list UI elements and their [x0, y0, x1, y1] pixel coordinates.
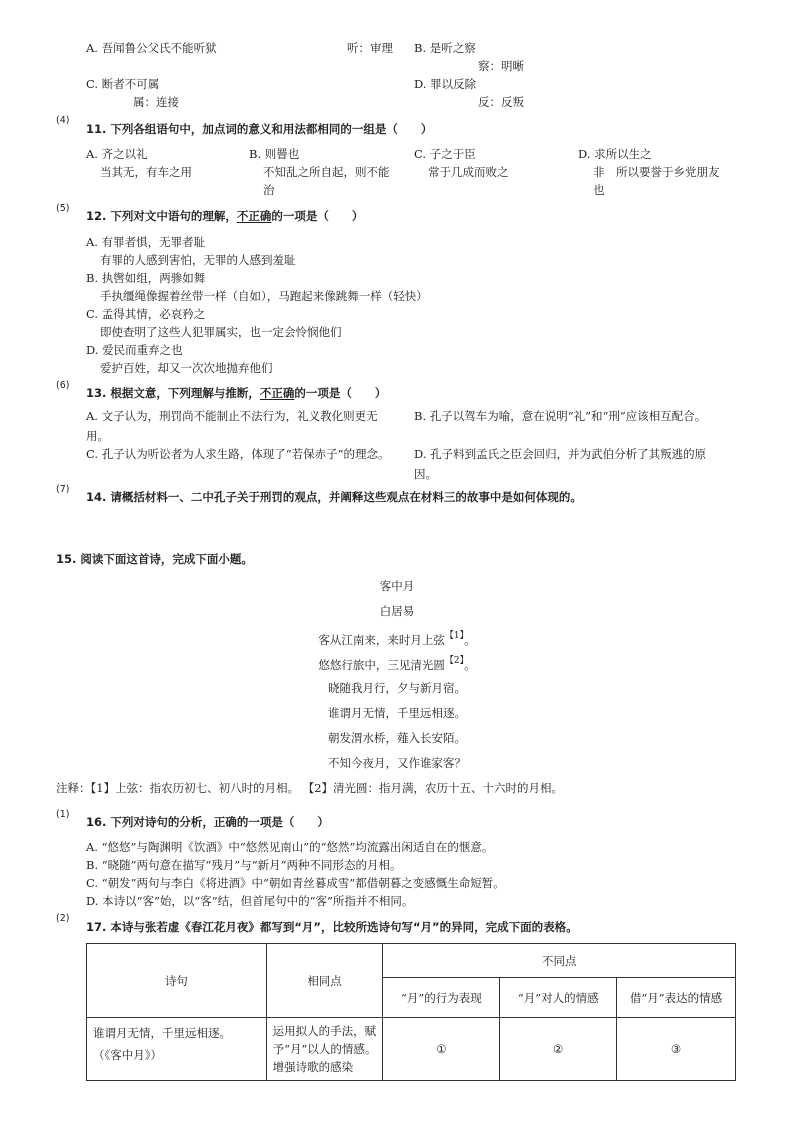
poem-title: 客中月 [379, 579, 415, 593]
poem-line-5: 朝发渭水桥，薤入长安陌。 [328, 731, 466, 745]
q17-tag: (2) [56, 913, 70, 924]
poem-line-4: 谁谓月无情，千里远相逐。 [328, 706, 466, 720]
q13-stem: 13. 根据文意，下列理解与推断，不正确的一项是（ ） [86, 386, 387, 400]
q10-option-c: C. 断者不可属 [86, 77, 160, 91]
q16-tag: (1) [56, 809, 70, 820]
q10-option-a: A. 吾闻鲁公父氏不能听狱 [86, 41, 217, 55]
q10-option-d-note: 反：反叛 [478, 95, 524, 109]
q11-option-b: B. 则罾也 [249, 147, 300, 161]
poem-author: 白居易 [379, 604, 415, 618]
q12-option-c: C. 孟得其情，必哀矜之 [86, 307, 206, 321]
q13-option-a: A. 文子认为，刑罚尚不能制止不法行为，礼义教化则更无用。 [86, 409, 378, 443]
q17-stem: 17. 本诗与张若虚《春江花月夜》都写到“月”，比较所选诗句写“月”的异同，完成下面的表格。 [86, 920, 578, 934]
q16-option-a: A. “悠悠”与陶渊明《饮酒》中“悠然见南山”的“悠然”均流露出闲适自在的惬意。 [86, 840, 494, 854]
q16-option-d: D. 本诗以“客”始，以“客”结，但首尾句中的“客”所指并不相同。 [86, 894, 414, 908]
q11-option-b-line3: 治 [263, 183, 275, 197]
q13-option-d: D. 孔子料到孟氏之臣会回归，并为武伯分析了其叛逃的原因。 [414, 447, 707, 481]
q13-tag: (6) [56, 380, 70, 391]
q16-stem: 16. 下列对诗句的分析，正确的一项是（ ） [86, 815, 329, 829]
row-poem-source: （《客中月》） [93, 1048, 162, 1062]
poem-line-6: 不知今夜月，又作谁家客？ [328, 756, 466, 770]
q16-option-c: C. “朝发”两句与李白《将进酒》中“朝如青丝暮成雪”都借朝暮之变感慨生命短暂。 [86, 876, 505, 890]
q12-stem: 12. 下列对文中语句的理解，不正确的一项是（ ） [86, 209, 364, 223]
q12-option-d-line2: 爱护百姓，却又一次次地抛弃他们 [100, 361, 273, 375]
poem-notes: 注释：【1】上弦：指农历初七、初八时的月相。 【2】清光圆：指月满，农历十五、十六时的月相。 [56, 781, 564, 795]
q11-option-c-line2: 常于几成而败之 [428, 165, 509, 179]
header-poem: 诗句 [87, 944, 267, 1018]
answer-blank-2[interactable]: ② [500, 1018, 617, 1081]
q11-option-c: C. 子之于臣 [414, 147, 476, 161]
q13-option-b: B. 孔子以驾车为喻，意在说明“礼”和“刑”应该相互配合。 [414, 409, 707, 423]
q10-option-b: B. 是听之察 [414, 41, 476, 55]
q11-option-b-line2: 不知乱之所自起，则不能 [263, 165, 390, 179]
q10-option-b-note: 察：明晰 [478, 59, 524, 73]
q15-stem: 15. 阅读下面这首诗，完成下面小题。 [56, 552, 253, 566]
answer-blank-1[interactable]: ① [383, 1018, 500, 1081]
q10-option-a-note: 听：审理 [347, 41, 393, 55]
comparison-table [86, 943, 736, 1081]
q11-tag: (4) [56, 115, 70, 126]
q12-option-c-line2: 即使查明了这些人犯罪属实，也一定会怜悯他们 [100, 325, 342, 339]
poem-line-2: 悠悠行旅中，三见清光圆$^{【2】}$。 [318, 656, 476, 672]
q11-option-a-line2: 当其无，有车之用 [100, 165, 192, 179]
row-poem-text: 谁谓月无情，千里远相逐。 [93, 1026, 231, 1040]
q11-option-d: D. 求所以生之 [578, 147, 652, 161]
header-diff-emotion: 借“月”表达的情感 [617, 978, 736, 1018]
q14-stem: 14. 请概括材料一、二中孔子关于刑罚的观点，并阐释这些观点在材料三的故事中是如何体现的。 [86, 490, 582, 504]
header-same: 相同点 [266, 944, 383, 1018]
q16-option-b: B. “晓随”两句意在描写“残月”与“新月”两种不同形态的月相。 [86, 858, 402, 872]
row-same: 运用拟人的手法，赋予“月”以人的情感。增强诗歌的感染 [266, 1018, 383, 1081]
answer-blank-3[interactable]: ③ [617, 1018, 736, 1081]
q10-option-d: D. 罪以反除 [414, 77, 477, 91]
header-diff-behavior: “月”的行为表现 [383, 978, 500, 1018]
q10-option-c-note: 属：连接 [133, 95, 179, 109]
q12-option-b-line2: 手执缰绳像握着丝带一样（自如），马跑起来像跳舞一样（轻快） [100, 289, 428, 303]
q12-tag: (5) [56, 203, 70, 214]
footnote-ref-1: 【1】 [444, 631, 465, 641]
footnote-ref-2: 【2】 [444, 656, 465, 666]
q12-option-a: A. 有罪者惧，无罪者耻 [86, 235, 206, 249]
header-diff-feeling: “月”对人的情感 [500, 978, 617, 1018]
q13-option-c: C. 孔子认为听讼者为人求生路，体现了“若保赤子”的理念。 [86, 447, 390, 461]
q12-option-d: D. 爱民而重弃之也 [86, 343, 183, 357]
row-poem-cell [87, 1018, 267, 1081]
header-diff: 不同点 [383, 944, 736, 978]
q11-option-d-line2: 非 所以要誉于乡党朋友 [593, 165, 720, 179]
q12-option-b: B. 执辔如组，两骖如舞 [86, 271, 206, 285]
q12-option-a-line2: 有罪的人感到害怕，无罪的人感到羞耻 [100, 253, 296, 267]
poem-line-3: 晓随我月行，夕与新月宿。 [328, 681, 466, 695]
q11-option-a: A. 齐之以礼 [86, 147, 148, 161]
q11-stem: 11. 下列各组语句中，加点词的意义和用法都相同的一组是（ ） [86, 122, 433, 136]
q14-tag: (7) [56, 484, 70, 495]
q11-option-d-line3: 也 [593, 183, 605, 197]
poem-line-1: 客从江南来，来时月上弦$^{【1】}$。 [318, 631, 476, 647]
